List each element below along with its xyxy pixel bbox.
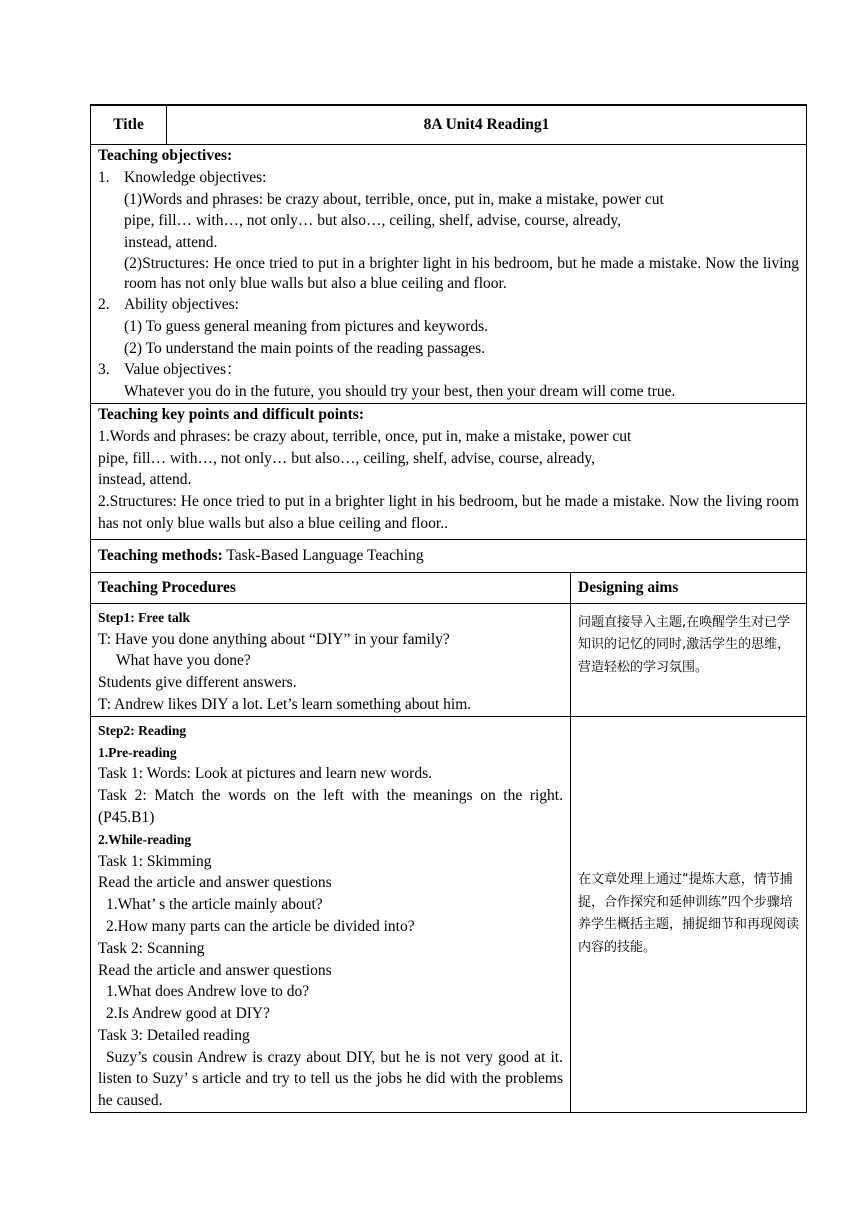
title-row: [91, 105, 807, 145]
key-points-line: 2.Structures: He once tried to put in a brighter light in his bedroom, but he made a mistake. Now the living room has not only blue walls but also a blue ceiling and floor..: [98, 493, 799, 532]
procedures-header-row: [91, 572, 807, 603]
task3-title: Task 3: Detailed reading: [98, 1026, 250, 1044]
task3-text: Suzy’s cousin Andrew is crazy about DIY, but he is not very good at it. listen to Suzy’ s article and try to tell us the jobs he did with the problems he caused.: [98, 1048, 563, 1110]
step1-line: T: Have you done anything about “DIY” in your family?: [98, 630, 450, 648]
objective-label: Knowledge objectives:: [124, 168, 267, 186]
title-value: 8A Unit4 Reading1: [167, 105, 807, 145]
pre-task-2: Task 2: Match the words on the left with the meanings on the right.(P45.B1): [98, 787, 563, 826]
key-points-line: instead, attend.: [98, 471, 192, 489]
objective-item-2: 2. Ability objectives:: [98, 295, 239, 313]
step1-row: [91, 603, 807, 716]
task2-question: 2.Is Andrew good at DIY?: [106, 1005, 271, 1023]
objective-label: Value objectives：: [124, 361, 242, 379]
objectives-cell: [91, 145, 807, 404]
step1-heading: Step1: Free talk: [98, 609, 190, 625]
step2-row: [91, 716, 807, 1112]
step1-line: What have you done?: [116, 652, 251, 670]
knowledge-words-2: pipe, fill… with…, not only… but also…, ceiling, shelf, advise, course, already,: [124, 212, 622, 230]
procedures-header: Teaching Procedures: [91, 572, 571, 603]
key-points-row: [91, 403, 807, 539]
lesson-plan-table: [90, 104, 807, 1113]
key-points-heading: Teaching key points and difficult points:: [98, 405, 365, 423]
step2-cell: [91, 716, 571, 1112]
while-reading-heading: 2.While-reading: [98, 831, 192, 847]
pre-reading-heading: 1.Pre-reading: [98, 744, 177, 760]
task2-question: 1.What does Andrew love to do?: [106, 983, 310, 1001]
ability-2: (2) To understand the main points of the reading passages.: [124, 339, 486, 357]
step2-heading: Step2: Reading: [98, 722, 187, 738]
knowledge-words-1: (1)Words and phrases: be crazy about, terrible, once, put in, make a mistake, power cut: [124, 190, 664, 208]
key-points-line: 1.Words and phrases: be crazy about, terrible, once, put in, make a mistake, power cut: [98, 427, 632, 445]
task1-title: Task 1: Skimming: [98, 852, 212, 870]
ability-1: (1) To guess general meaning from pictures and keywords.: [124, 317, 489, 335]
methods-row: [91, 539, 807, 572]
task2-intro: Read the article and answer questions: [98, 961, 332, 979]
objective-label: Ability objectives:: [124, 295, 239, 313]
methods-value: Task-Based Language Teaching: [222, 546, 424, 564]
key-points-cell: [91, 403, 807, 539]
objectives-heading: Teaching objectives:: [98, 147, 233, 164]
knowledge-words-3: instead, attend.: [124, 234, 218, 252]
aims-header: Designing aims: [571, 572, 807, 603]
objective-item-3: 3. Value objectives：: [98, 361, 242, 379]
task2-title: Task 2: Scanning: [98, 939, 205, 957]
task1-question: 1.What’ s the article mainly about?: [106, 896, 323, 914]
step1-line: T: Andrew likes DIY a lot. Let’s learn something about him.: [98, 695, 472, 713]
methods-cell: [91, 539, 807, 572]
key-points-line: pipe, fill… with…, not only… but also…, ceiling, shelf, advise, course, already,: [98, 449, 596, 467]
step1-line: Students give different answers.: [98, 674, 297, 692]
step1-aim: 问题直接导入主题,在唤醒学生对已学知识的记忆的同时,激活学生的思维，营造轻松的学习氛围。: [571, 603, 807, 716]
task1-intro: Read the article and answer questions: [98, 874, 332, 892]
pre-task-1: Task 1: Words: Look at pictures and learn new words.: [98, 765, 432, 783]
step2-aim: 在文章处理上通过“提炼大意，情节捕捉，合作探究和延伸训练”四个步骤培养学生概括主题，捕捉细节和再现阅读内容的技能。: [571, 716, 807, 1112]
objective-item-1: 1. Knowledge objectives:: [98, 168, 267, 186]
task1-question: 2.How many parts can the article be divided into?: [106, 917, 415, 935]
title-label: Title: [91, 105, 167, 145]
methods-label: Teaching methods:: [98, 546, 223, 564]
value-1: Whatever you do in the future, you should try your best, then your dream will come true.: [124, 383, 676, 401]
step1-cell: [91, 603, 571, 716]
knowledge-structures: (2)Structures: He once tried to put in a brighter light in his bedroom, but he made a mistake. Now the living room has not only blue walls but also a blue ceiling and floor.: [124, 254, 799, 292]
objectives-row: [91, 145, 807, 404]
